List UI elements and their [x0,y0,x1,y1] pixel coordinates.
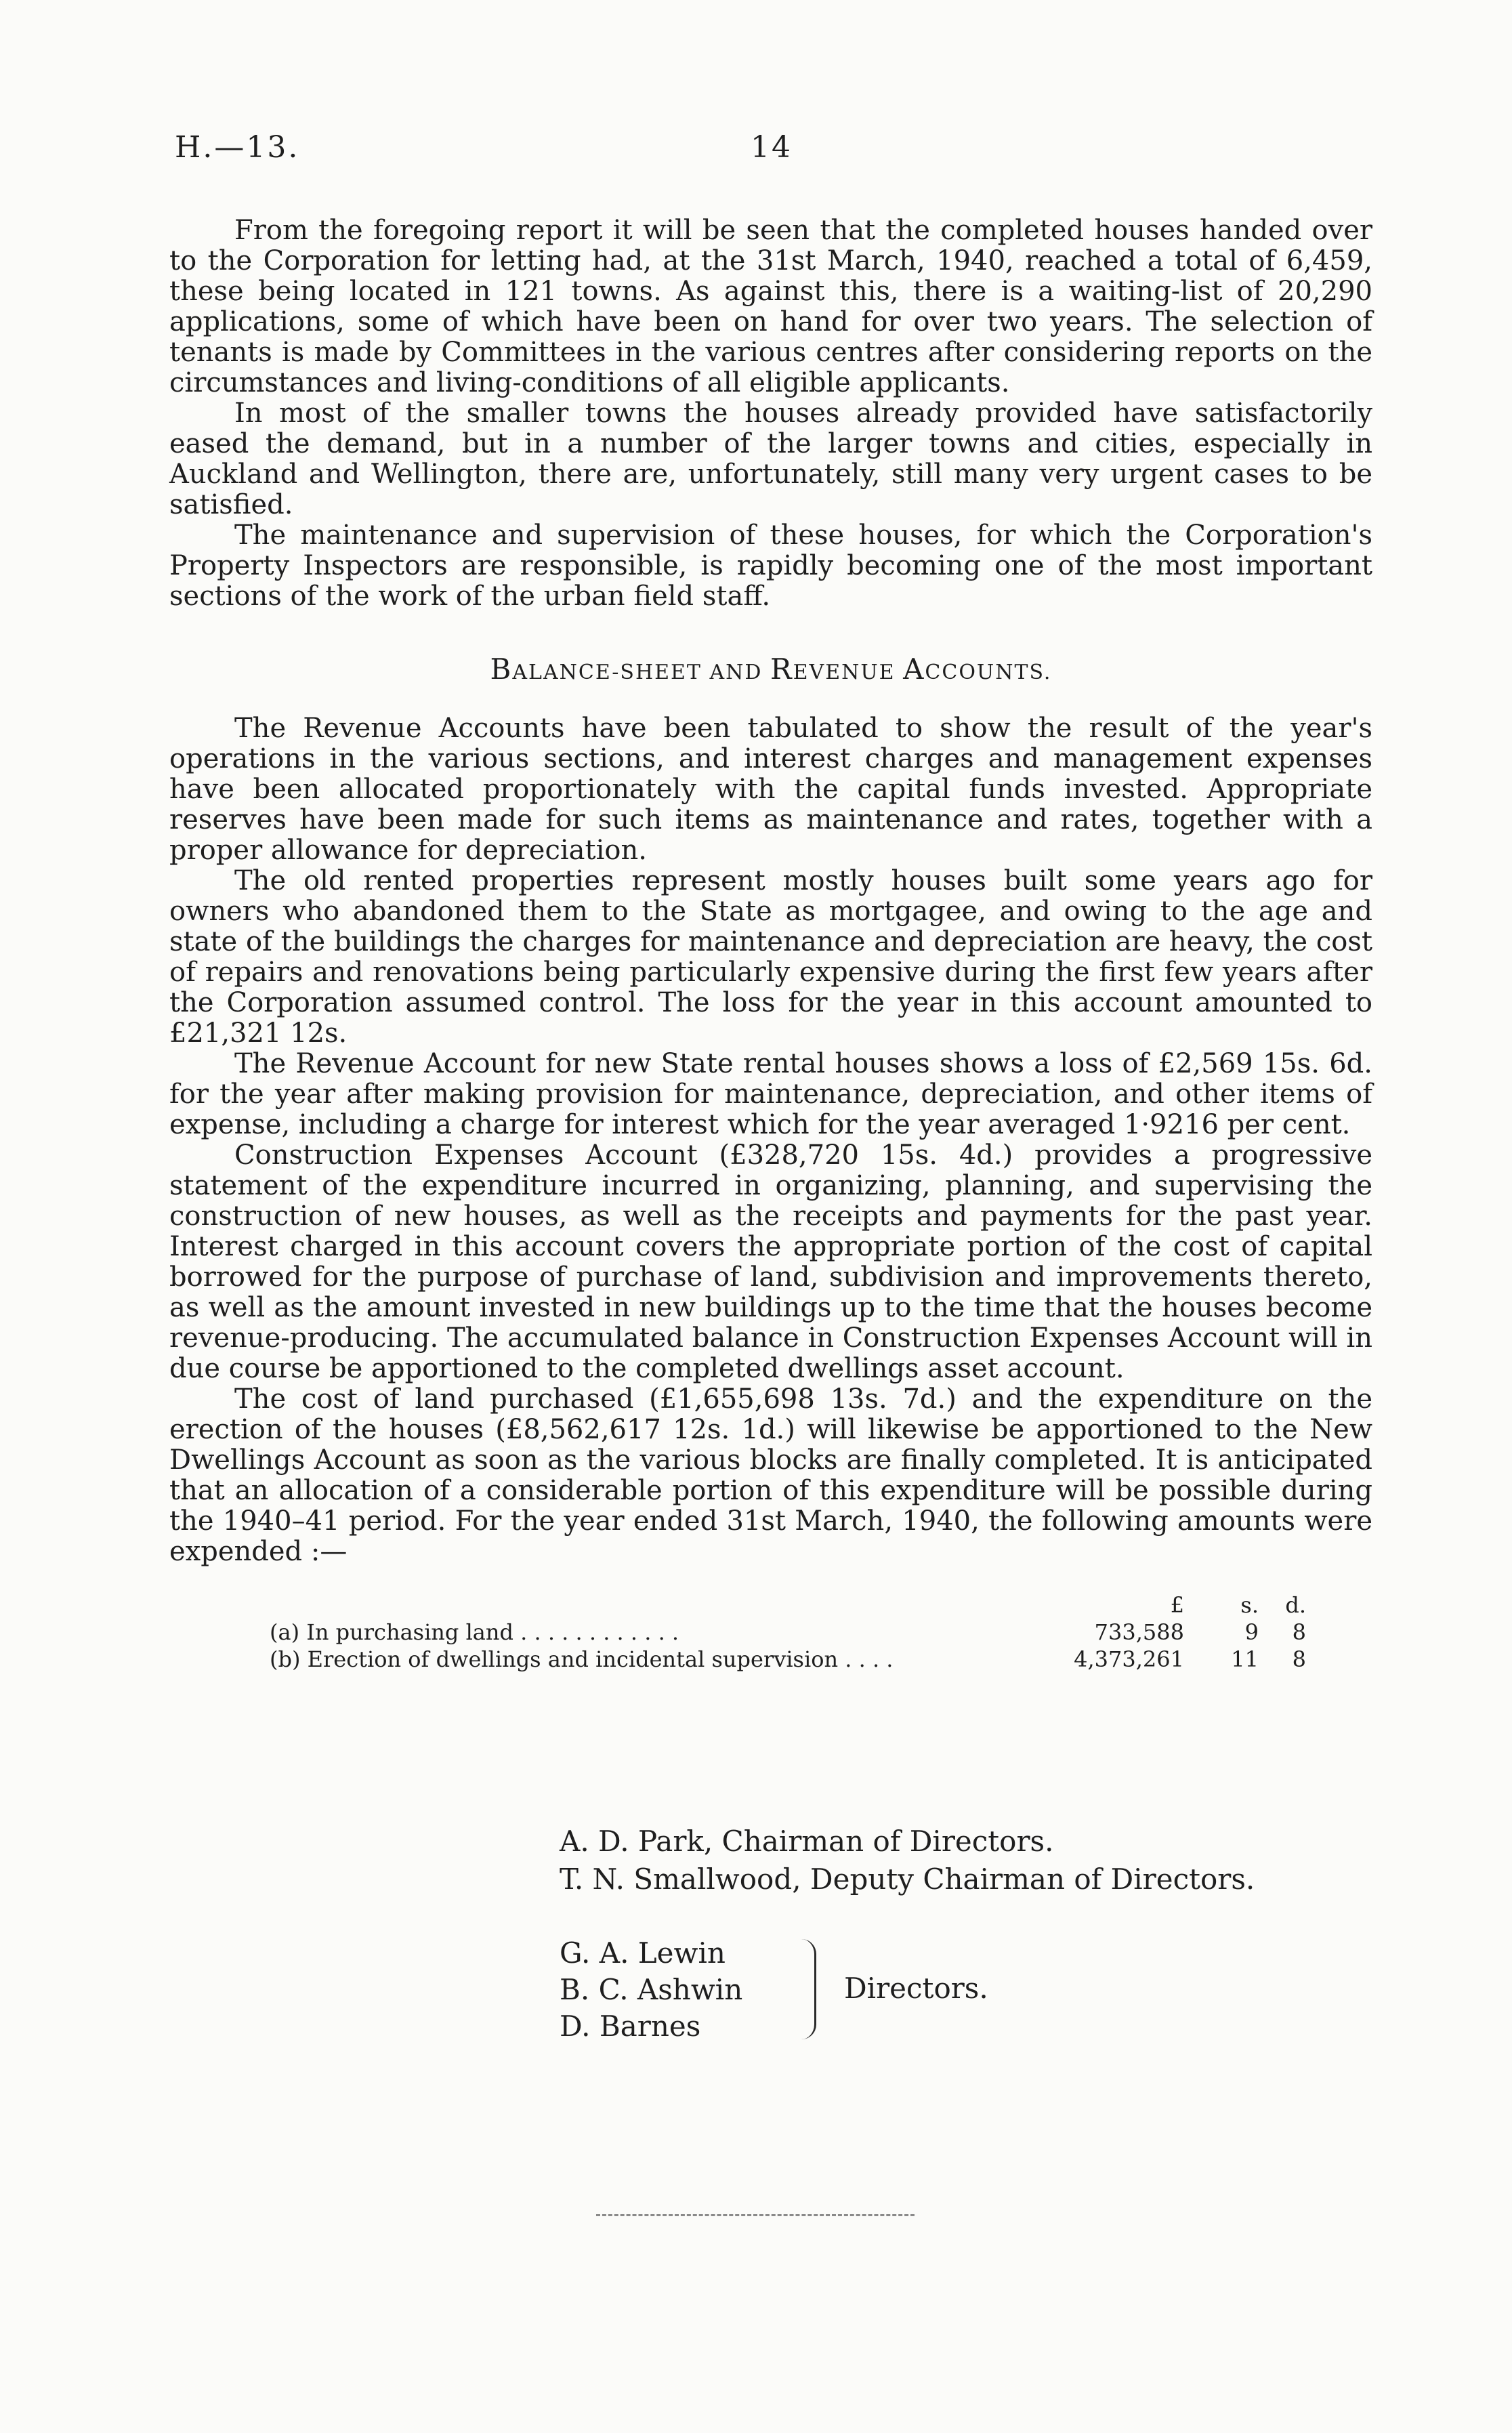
director-name: D. Barnes [560,2010,701,2043]
column-header-shillings: s. [1240,1592,1259,1618]
section-heading: BALANCE-SHEET AND REVENUE ACCOUNTS. [490,652,1052,686]
column-header-pence: d. [1285,1592,1306,1618]
row-shillings: 9 [1244,1619,1259,1645]
paragraph: The cost of land purchased (£1,655,698 13s. 7d.) and the expenditure on the erection of the houses (£8,562,617 12s. 1d.) will likewise be apportioned to the New Dwellings Account as soon as the various blocks are finally completed. It is anticipated that an allocation of a considerable portion of this expenditure will be possible during the 1940–41 period. For the year ended 31st March, 1940, the following amounts were expended :— [169,1384,1372,1567]
brace-divider [799,1939,816,2039]
row-pounds: 733,588 [1094,1619,1184,1645]
page-header-code: H.—13. [175,130,300,165]
paragraph: The old rented properties represent mostly houses built some years ago for owners who abandoned them to the State as mortgagee, and owing to the age and state of the buildings the charges for maintenance and depreciation are heavy, the cost of repairs and renovations being particularly expensive during the first few years after the Corporation assumed control. The loss for the year in this account amounted to £21,321 12s. [169,865,1372,1049]
paragraph: From the foregoing report it will be seen that the completed houses handed over to the Corporation for letting had, at the 31st March, 1940, reached a total of 6,459, these being located in 121 towns. As against this, there is a waiting-list of 20,290 applications, some of which have been on hand for over two years. The selection of tenants is made by Committees in the various centres after considering reports on the circumstances and living-conditions of all eligible applicants. [169,215,1372,398]
paragraph: In most of the smaller towns the houses already provided have satisfactorily eased the demand, but in a number of the larger towns and cities, especially in Auckland and Wellington, there are, unfortunately, still many very urgent cases to be satisfied. [169,398,1372,520]
paragraph: Construction Expenses Account (£328,720 15s. 4d.) provides a progressive statement of the expenditure incurred in organizing, planning, and supervising the construction of new houses, as well as the receipts and payments for the past year. Interest charged in this account covers the appropriate portion of the cost of capital borrowed for the purpose of purchase of land, subdivision and improvements thereto, as well as the amount invested in new buildings up to the time that the houses become revenue-producing. The accumulated balance in Construction Expenses Account will in due course be apportioned to the completed dwellings asset account. [169,1140,1372,1384]
chairman-signature: A. D. Park, Chairman of Directors. [560,1825,1054,1858]
paragraph: The Revenue Accounts have been tabulated to show the result of the year's operations in the various sections, and interest charges and management expenses have been allocated proportionately with the capital funds invested. Appropriate reserves have been made for such items as maintenance and rates, together with a proper allowance for depreciation. [169,713,1372,866]
directors-label: Directors. [844,1972,988,2005]
paragraph: The Revenue Account for new State rental houses shows a loss of £2,569 15s. 6d. for the year after making provision for maintenance, depreciation, and other items of expense, including a charge for interest which for the year averaged 1·9216 per cent. [169,1048,1372,1140]
row-label: (a) In purchasing land . . . . . . . . . . . . [270,1619,679,1645]
directors-block [560,1935,988,2045]
row-pence: 8 [1292,1646,1306,1672]
row-pence: 8 [1292,1619,1306,1645]
director-name: B. C. Ashwin [560,1973,743,2006]
row-pounds: 4,373,261 [1074,1646,1184,1672]
expenditure-table [270,1590,1381,1671]
page-number: 14 [751,130,793,165]
column-header-pounds: £ [1170,1592,1184,1618]
row-shillings: 11 [1231,1646,1259,1672]
paragraph: The maintenance and supervision of these houses, for which the Corporation's Property Inspectors are responsible, is rapidly becoming one of the most important sections of the work of the urban field staff. [169,520,1372,612]
table-header-row [270,1590,1381,1617]
table-row [270,1617,1381,1644]
footer-rule [596,2214,915,2216]
signature-block [560,1823,1255,1898]
body-text [169,215,1372,1671]
director-name: G. A. Lewin [560,1936,726,1970]
table-row [270,1644,1381,1671]
deputy-chairman-signature: T. N. Smallwood, Deputy Chairman of Directors. [560,1863,1255,1896]
row-label: (b) Erection of dwellings and incidental supervision . . . . [270,1646,894,1672]
